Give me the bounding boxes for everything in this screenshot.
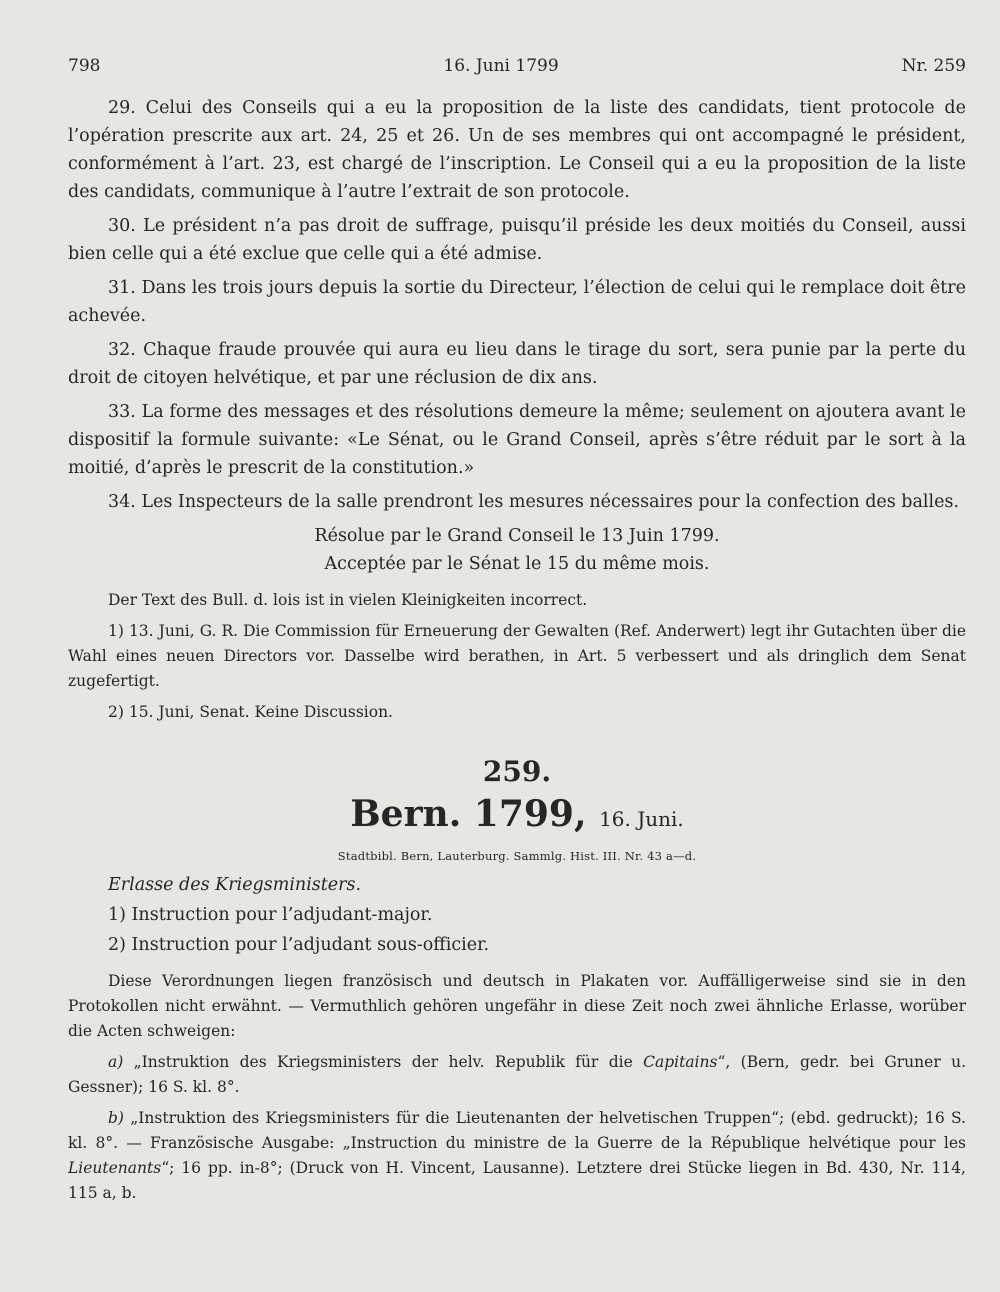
note-2: 2) 15. Juni, Senat. Keine Discussion. (108, 703, 393, 721)
article-30: 30. Le président n’a pas droit de suffrage, puisqu’il préside les deux moitiés du Conseil, aussi bien celle qui a été exclue que celle qui a été admise. (68, 216, 966, 264)
note-intro: Der Text des Bull. d. lois ist in vielen Kleinigkeiten incorrect. (108, 591, 588, 609)
sub-b-label: b) (108, 1109, 124, 1127)
section-heading (68, 794, 966, 839)
section-title: Erlasse des Kriegsministers. (108, 875, 362, 895)
article-31: 31. Dans les trois jours depuis la sortie du Directeur, l’élection de celui qui le remplace doit être achevée. (68, 278, 966, 326)
page-header (68, 56, 966, 76)
source-reference: Stadtbibl. Bern, Lauterburg. Sammlg. Hist. III. Nr. 43 a—d. (337, 849, 697, 863)
sub-b-pre: „Instruktion des Kriegsministers für die Lieutenanten der helvetischen Truppen“; (ebd. gedruckt); 16 S. kl. 8°. — Französische Ausgabe: „Instruction du ministre de la Guerre de la République helvétique pour les (68, 1109, 966, 1152)
resolution-line-2: Acceptée par le Sénat le 15 du même mois. (324, 554, 710, 574)
sub-a-pre: „Instruktion des Kriegsministers der helv. Republik für die (133, 1053, 644, 1071)
article-32: 32. Chaque fraude prouvée qui aura eu lieu dans le tirage du sort, sera punie par la perte du droit de citoyen helvétique, et par une réclusion de dix ans. (68, 340, 966, 388)
item-1: 1) Instruction pour l’adjudant-major. (108, 905, 433, 925)
sub-a-post: “, (Bern, gedr. bei Gruner u. Gessner); 16 S. kl. 8°. (68, 1053, 966, 1096)
article-29: 29. Celui des Conseils qui a eu la proposition de la liste des candidats, tient protocole de l’opération prescrite aux art. 24, 25 et 26. Un de ses membres qui ont accompagné le président, conformément à l’art. 23, est chargé de l’inscription. Le Conseil qui a eu la proposition de la liste des candidats, communique à l’autre l’extrait de son protocole. (68, 98, 966, 202)
article-33: 33. La forme des messages et des résolutions demeure la même; seulement on ajoutera avant le dispositif la formule suivante: «Le Sénat, ou le Grand Conseil, après s’être réduit par le sort à la moitié, d’après le prescrit de la constitution.» (68, 402, 966, 478)
commentary: Diese Verordnungen liegen französisch und deutsch in Plakaten vor. Auffälligerweise sind sie in den Protokollen nicht erwähnt. — Vermuthlich gehören ungefähr in diese Zeit noch zwei ähnliche Erlasse, worüber die Acten schweigen: (68, 972, 966, 1040)
sub-item-a (68, 1050, 966, 1100)
page-number: 798 (68, 56, 101, 76)
section-number: 259. (482, 755, 552, 788)
doc-number: Nr. 259 (901, 56, 966, 76)
sub-item-b (68, 1106, 966, 1206)
section-place: Bern. 1799, (350, 793, 587, 835)
note-1: 1) 13. Juni, G. R. Die Commission für Erneuerung der Gewalten (Ref. Anderwert) legt ihr Gutachten über die Wahl eines neuen Directors vor. Dasselbe wird berathen, in Art. 5 verbessert und als dringlich dem Senat zugefertigt. (68, 622, 966, 690)
sub-b-post: “; 16 pp. in-8°; (Druck von H. Vincent, Lausanne). Letztere drei Stücke liegen in Bd. 430, Nr. 114, 115 a, b. (68, 1159, 966, 1202)
sub-a-italic: Capitains (643, 1053, 718, 1071)
item-2: 2) Instruction pour l’adjudant sous-officier. (108, 935, 490, 955)
resolution-line-1: Résolue par le Grand Conseil le 13 Juin 1799. (314, 526, 720, 546)
sub-b-italic: Lieutenants (68, 1159, 162, 1177)
section-date: 16. Juni. (599, 807, 684, 831)
sub-a-label: a) (108, 1053, 124, 1071)
article-34: 34. Les Inspecteurs de la salle prendront les mesures nécessaires pour la confection des balles. (108, 492, 960, 512)
header-date: 16. Juni 1799 (443, 56, 559, 76)
